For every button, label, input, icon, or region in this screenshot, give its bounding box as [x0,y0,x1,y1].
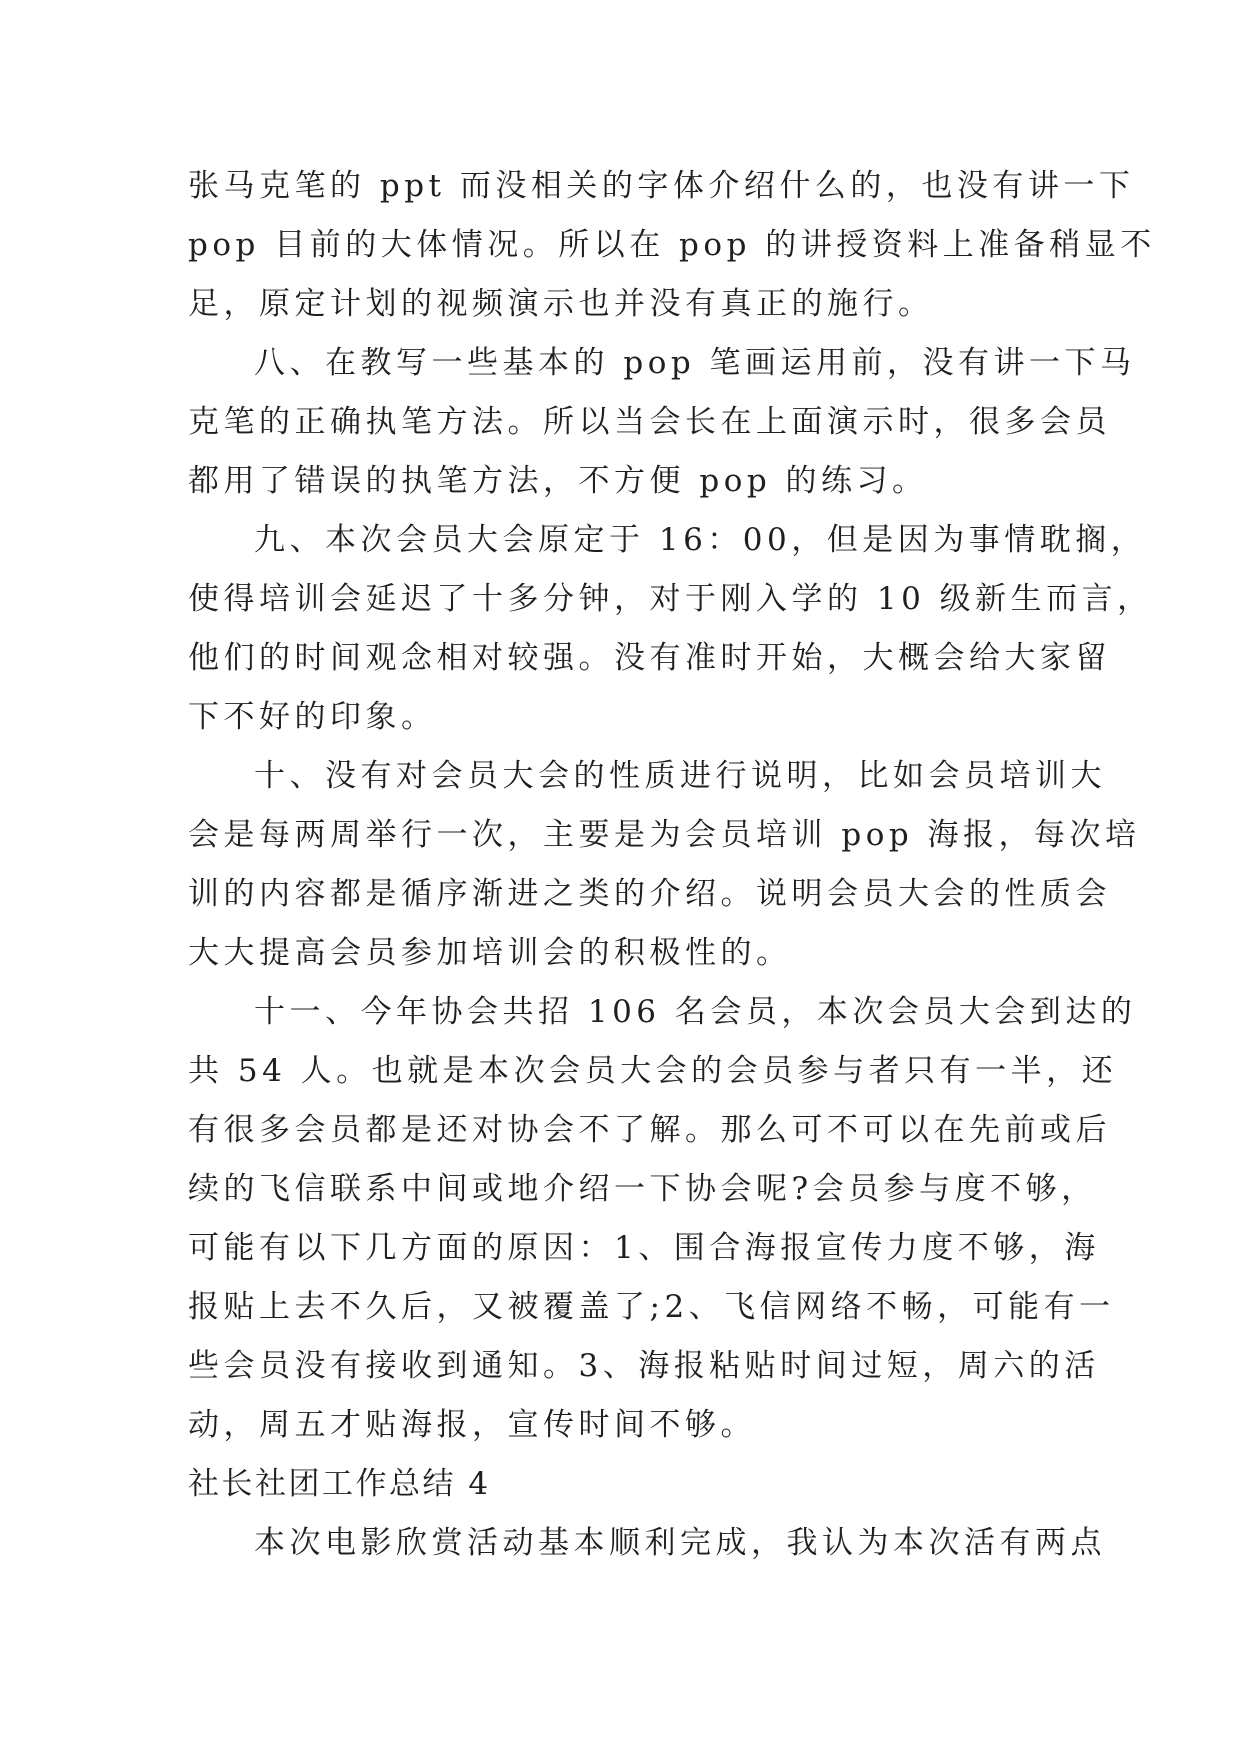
text-line: 他们的时间观念相对较强。没有准时开始，大概会给大家留 [188,640,1111,676]
section-heading: 社长社团工作总结 4 [188,1466,491,1502]
text-line: 动，周五才贴海报，宣传时间不够。 [188,1407,756,1443]
text-line: pop 目前的大体情况。所以在 pop 的讲授资料上准备稍显不 [188,227,1156,263]
text-line: 共 54 人。也就是本次会员大会的会员参与者只有一半，还 [188,1053,1118,1089]
text-line: 大大提高会员参加培训会的积极性的。 [188,935,792,971]
paragraph-start-8: 八、在教写一些基本的 pop 笔画运用前，没有讲一下马 [254,345,1136,381]
paragraph-start-10: 十、没有对会员大会的性质进行说明，比如会员培训大 [254,758,1106,794]
paragraph-start-9: 九、本次会员大会原定于 16：00，但是因为事情耽搁， [254,522,1147,558]
text-line: 续的飞信联系中间或地介绍一下协会呢?会员参与度不够， [188,1171,1097,1207]
text-line: 下不好的印象。 [188,699,437,735]
paragraph-start-11: 十一、今年协会共招 106 名会员，本次会员大会到达的 [254,994,1137,1030]
paragraph-start: 本次电影欣赏活动基本顺利完成，我认为本次活有两点 [254,1525,1106,1561]
text-line: 些会员没有接收到通知。3、海报粘贴时间过短，周六的活 [188,1348,1100,1384]
text-line: 使得培训会延迟了十多分钟，对于刚入学的 10 级新生而言， [188,581,1153,617]
text-line: 可能有以下几方面的原因：1、围合海报宣传力度不够，海 [188,1230,1100,1266]
text-line: 训的内容都是循序渐进之类的介绍。说明会员大会的性质会 [188,876,1111,912]
text-line: 会是每两周举行一次，主要是为会员培训 pop 海报，每次培 [188,817,1141,853]
text-line: 有很多会员都是还对协会不了解。那么可不可以在先前或后 [188,1112,1111,1148]
text-line: 报贴上去不久后，又被覆盖了;2、飞信网络不畅，可能有一 [188,1289,1115,1325]
text-line: 都用了错误的执笔方法，不方便 pop 的练习。 [188,463,928,499]
text-line: 克笔的正确执笔方法。所以当会长在上面演示时，很多会员 [188,404,1111,440]
text-line: 足，原定计划的视频演示也并没有真正的施行。 [188,286,934,322]
text-line: 张马克笔的 ppt 而没相关的字体介绍什么的，也没有讲一下 [188,168,1135,204]
